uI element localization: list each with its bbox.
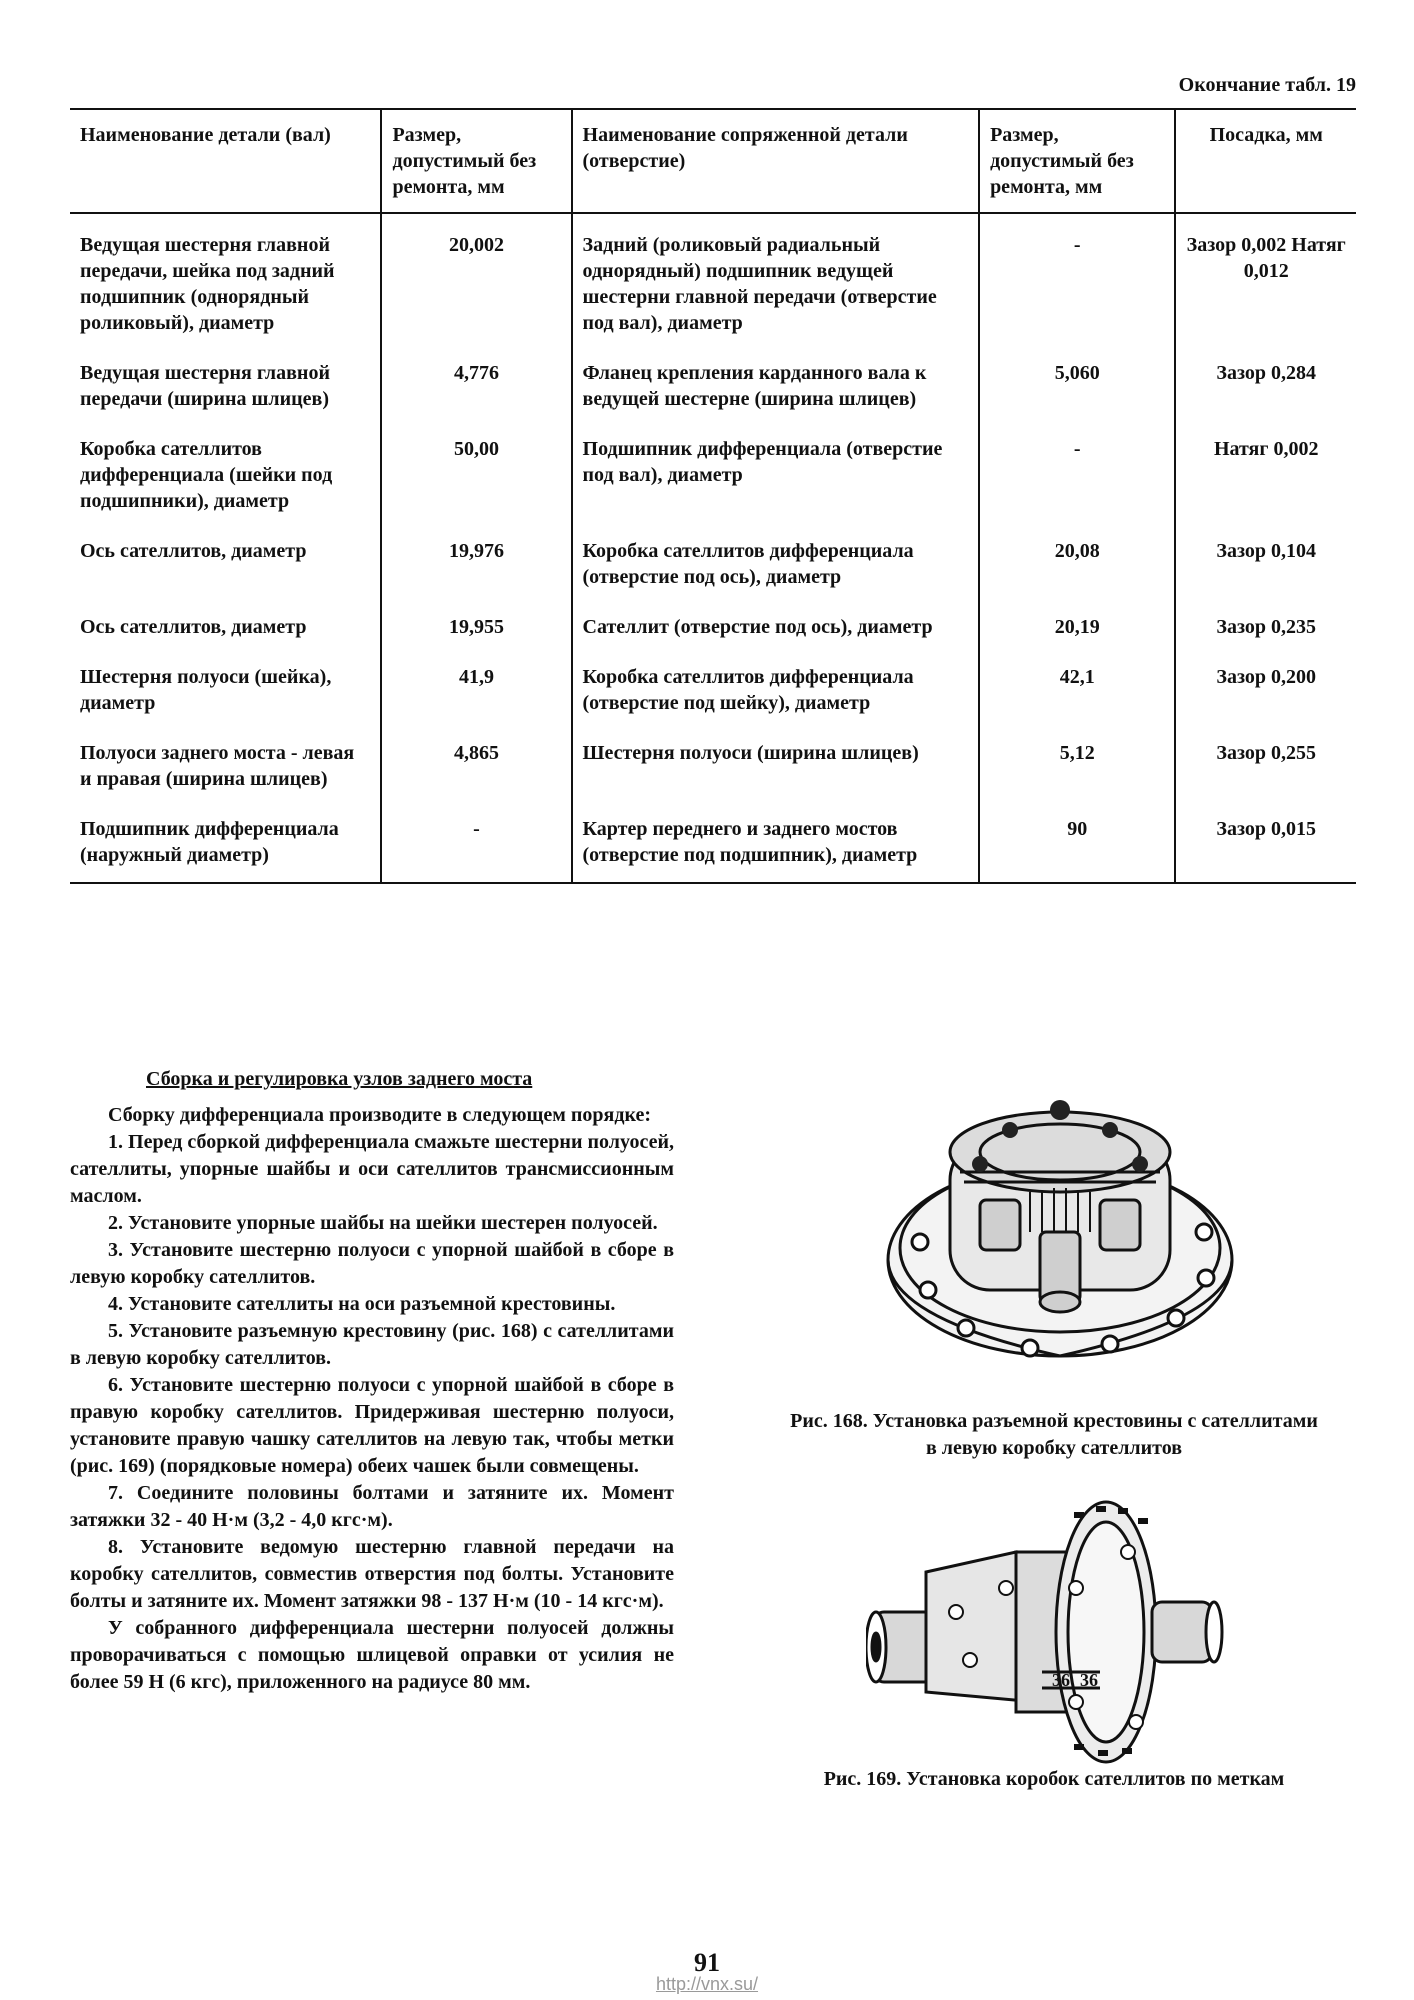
paragraph: 2. Установите упорные шайбы на шейки шестерен полуосей. <box>108 1212 658 1234</box>
header-mate-size: Размер, допустимый без ремонта, мм <box>979 109 1175 213</box>
cell-mate-size: 42,1 <box>979 654 1175 730</box>
assembly-instructions <box>70 1102 674 1696</box>
cell-part: Подшипник дифференциала (наружный диаметр) <box>70 806 381 883</box>
cell-fit: Зазор 0,104 <box>1175 528 1356 604</box>
table-header-row <box>70 109 1356 213</box>
cell-fit: Зазор 0,200 <box>1175 654 1356 730</box>
cell-part: Ведущая шестерня главной передачи (ширина шлицев) <box>80 362 330 410</box>
table-continued-label: Окончание табл. 19 <box>1178 74 1356 96</box>
cell-part: Ось сателлитов, диаметр <box>80 616 307 638</box>
cell-fit: Зазор 0,015 <box>1175 806 1356 883</box>
cell-part: Ось сателлитов, диаметр <box>80 540 307 562</box>
table-row <box>70 213 1356 350</box>
cell-mate: Фланец крепления карданного вала к ведущей шестерне (ширина шлицев) <box>572 350 980 426</box>
table-row <box>70 730 1356 806</box>
cell-part: Шестерня полуоси (шейка), диаметр <box>80 666 332 714</box>
cell-size: 19,955 <box>381 604 571 654</box>
paragraph: 5. Установите разъемную крестовину (рис. 168) с сателлитами в левую коробку сателлитов. <box>70 1320 674 1369</box>
paragraph: 8. Установите ведомую шестерню главной передачи на коробку сателлитов, совместив отверстия под болты. Установите болты и затяните их. Момент затяжки 98 - 137 Н·м (10 - 14 кгс·м). <box>70 1536 674 1612</box>
paragraph: 4. Установите сателлиты на оси разъемной крестовины. <box>108 1293 616 1315</box>
cell-mate: Шестерня полуоси (ширина шлицев) <box>572 730 980 806</box>
cell-size: 41,9 <box>381 654 571 730</box>
cell-mate-size: - <box>979 426 1175 528</box>
cell-fit: Натяг 0,002 <box>1175 426 1356 528</box>
paragraph: Сборку дифференциала производите в следующем порядке: <box>108 1104 652 1126</box>
cell-mate: Коробка сателлитов дифференциала (отверстие под шейку), диаметр <box>572 654 980 730</box>
cell-size: 50,00 <box>381 426 571 528</box>
header-part: Наименование детали (вал) <box>70 109 381 213</box>
paragraph: 7. Соедините половины болтами и затяните их. Момент затяжки 32 - 40 Н·м (3,2 - 4,0 кгс·м). <box>70 1482 674 1531</box>
cell-mate-size: 20,08 <box>979 528 1175 604</box>
cell-size: 20,002 <box>381 213 571 350</box>
mark-left: 36 <box>1052 1670 1070 1690</box>
cell-mate: Сателлит (отверстие под ось), диаметр <box>572 604 980 654</box>
paragraph: 3. Установите шестерню полуоси с упорной шайбой в сборе в левую коробку сателлитов. <box>70 1239 674 1288</box>
header-mate: Наименование сопряженной детали (отверстие) <box>572 109 980 213</box>
header-size: Размер, допустимый без ремонта, мм <box>381 109 571 213</box>
cell-mate-size: 90 <box>979 806 1175 883</box>
header-fit: Посадка, мм <box>1175 109 1356 213</box>
figure-168-caption: Рис. 168. Установка разъемной крестовины с сателлитами в левую коробку сателлитов <box>790 1410 1318 1459</box>
differential-cross-illustration <box>880 1082 1240 1364</box>
cell-fit: Зазор 0,235 <box>1175 604 1356 654</box>
table-row <box>70 350 1356 426</box>
mark-right: 36 <box>1080 1670 1098 1690</box>
satellite-boxes-illustration <box>866 1492 1226 1764</box>
cell-mate: Коробка сателлитов дифференциала (отверстие под ось), диаметр <box>572 528 980 604</box>
cell-part: Коробка сателлитов дифференциала (шейки под подшипники), диаметр <box>80 438 333 512</box>
figure-169-caption: Рис. 169. Установка коробок сателлитов по меткам <box>823 1768 1285 1790</box>
cell-size: 19,976 <box>381 528 571 604</box>
cell-fit: Зазор 0,255 <box>1175 730 1356 806</box>
page-number: 91 <box>694 1948 720 1977</box>
paragraph: 6. Установите шестерню полуоси с упорной шайбой в сборе в правую коробку сателлитов. Придерживая шестерню полуоси, установите правую чашку сателлитов на левую так, чтобы метки (рис. 169) (порядковые номера) обеих чашек были совмещены. <box>70 1374 674 1477</box>
table-row <box>70 806 1356 883</box>
cell-part: Ведущая шестерня главной передачи, шейка под задний подшипник (однорядный роликовый), диаметр <box>80 234 335 334</box>
table-row <box>70 654 1356 730</box>
cell-part: Полуоси заднего моста - левая и правая (ширина шлицев) <box>80 742 355 790</box>
paragraph: 1. Перед сборкой дифференциала смажьте шестерни полуосей, сателлиты, упорные шайбы и оси сателлитов трансмиссионным маслом. <box>70 1131 674 1207</box>
section-title: Сборка и регулировка узлов заднего моста <box>146 1068 533 1090</box>
table-row <box>70 604 1356 654</box>
cell-mate: Подшипник дифференциала (отверстие под вал), диаметр <box>572 426 980 528</box>
cell-mate-size: 20,19 <box>979 604 1175 654</box>
table-row <box>70 528 1356 604</box>
cell-size: 4,776 <box>381 350 571 426</box>
cell-mate-size: - <box>979 213 1175 350</box>
table-row <box>70 426 1356 528</box>
cell-mate-size: 5,12 <box>979 730 1175 806</box>
cell-mate: Задний (роликовый радиальный однорядный) подшипник ведущей шестерни главной передачи (отверстие под вал), диаметр <box>572 213 980 350</box>
paragraph: У собранного дифференциала шестерни полуосей должны проворачиваться с помощью шлицевой оправки от усилия не более 59 Н (6 кгс), приложенного на радиусе 80 мм. <box>70 1617 674 1693</box>
cell-size: 4,865 <box>381 730 571 806</box>
cell-fit: Зазор 0,284 <box>1175 350 1356 426</box>
footer-url[interactable]: http://vnx.su/ <box>655 1974 759 1994</box>
spec-table <box>70 108 1356 884</box>
cell-size: - <box>381 806 571 883</box>
cell-fit: Зазор 0,002 Натяг 0,012 <box>1175 213 1356 350</box>
cell-mate-size: 5,060 <box>979 350 1175 426</box>
cell-mate: Картер переднего и заднего мостов (отверстие под подшипник), диаметр <box>572 806 980 883</box>
